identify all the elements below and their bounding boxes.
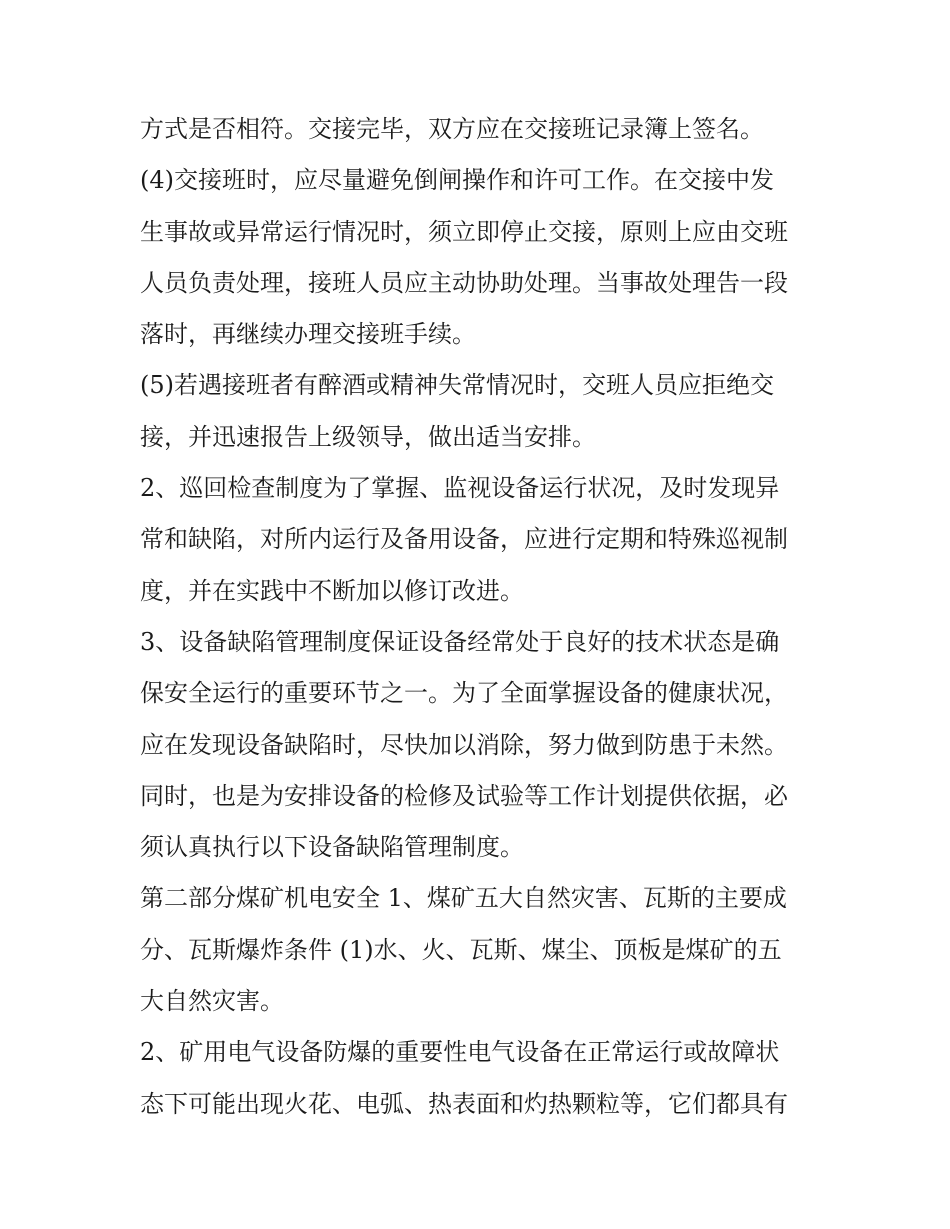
text-line: 应在发现设备缺陷时，尽快加以消除，努力做到防患于未然。 xyxy=(140,730,788,759)
text-line: 3、设备缺陷管理制度保证设备经常处于良好的技术状态是确 xyxy=(140,627,780,656)
text-line: 常和缺陷，对所内运行及备用设备，应进行定期和特殊巡视制 xyxy=(140,525,788,554)
text-line: (4)交接班时，应尽量避免倒闸操作和许可工作。在交接中发 xyxy=(140,166,774,195)
text-line: (5)若遇接班者有醉酒或精神失常情况时，交班人员应拒绝交 xyxy=(140,371,774,400)
text-line: 大自然灾害。 xyxy=(140,987,284,1016)
text-line: 第二部分煤矿机电安全 1、煤矿五大自然灾害、瓦斯的主要成 xyxy=(140,884,787,913)
text-line: 落时，再继续办理交接班手续。 xyxy=(140,320,476,349)
text-line: 生事故或异常运行情况时，须立即停止交接，原则上应由交班 xyxy=(140,217,788,246)
text-line: 度，并在实践中不断加以修订改进。 xyxy=(140,576,524,605)
text-line: 态下可能出现火花、电弧、热表面和灼热颗粒等，它们都具有 xyxy=(140,1089,788,1118)
text-line: 接，并迅速报告上级领导，做出适当安排。 xyxy=(140,422,596,451)
text-line: 2、巡回检查制度为了掌握、监视设备运行状况，及时发现异 xyxy=(140,474,780,503)
document-body xyxy=(140,104,820,1130)
text-line: 同时，也是为安排设备的检修及试验等工作计划提供依据，必 xyxy=(140,781,788,810)
text-line: 须认真执行以下设备缺陷管理制度。 xyxy=(140,833,524,862)
text-line: 方式是否相符。交接完毕，双方应在交接班记录簿上签名。 xyxy=(140,115,764,143)
text-line: 2、矿用电气设备防爆的重要性电气设备在正常运行或故障状 xyxy=(140,1038,780,1067)
text-line: 分、瓦斯爆炸条件 (1)水、火、瓦斯、煤尘、顶板是煤矿的五 xyxy=(140,935,782,964)
text-line: 人员负责处理，接班人员应主动协助处理。当事故处理告一段 xyxy=(140,268,788,297)
text-line: 保安全运行的重要环节之一。为了全面掌握设备的健康状况， xyxy=(140,679,788,708)
